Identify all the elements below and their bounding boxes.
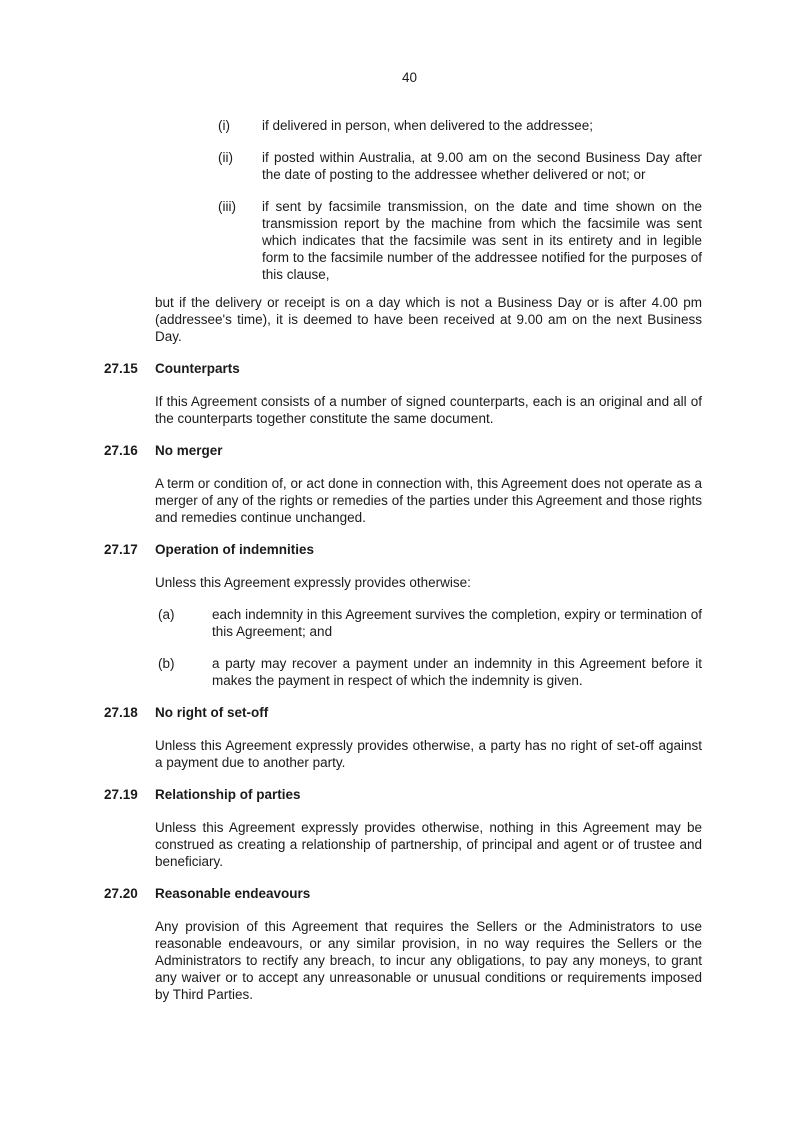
section-number: 27.15 (104, 361, 138, 376)
section-number: 27.19 (104, 787, 138, 802)
section-number: 27.16 (104, 443, 138, 458)
list-item-marker: (i) (218, 118, 230, 133)
notices-trailing-paragraph: but if the delivery or receipt is on a day which is not a Business Day or is after 4.00 pm (addressee's time), it is deemed to have been received at 9.00 am on the next Business Day. (155, 295, 702, 344)
list-item-marker: (iii) (218, 199, 236, 214)
section-heading: Counterparts (155, 361, 240, 376)
section-paragraph: Any provision of this Agreement that requires the Sellers or the Administrators to use reasonable endeavours, or any similar provision, in no way requires the Sellers or the Administrators to rectify any breach, to incur any obligations, to pay any moneys, to grant any waiver or to accept any unreasonable or unusual conditions or requirements imposed by Third Parties. (155, 919, 702, 1002)
clause-section (104, 541, 702, 689)
page-number: 40 (401, 70, 418, 85)
section-paragraph: Unless this Agreement expressly provides otherwise, nothing in this Agreement may be construed as creating a relationship of partnership, of principal and agent or of trustee and beneficiary. (155, 820, 702, 869)
section-body (155, 541, 702, 689)
list-item-text: if posted within Australia, at 9.00 am on the second Business Day after the date of posting to the addressee whether delivered or not; or (262, 150, 702, 182)
list-item (104, 149, 702, 183)
section-number: 27.17 (104, 542, 138, 557)
clause-section (104, 704, 702, 771)
section-paragraph: Unless this Agreement expressly provides otherwise: (155, 575, 471, 590)
sections (104, 360, 702, 1003)
section-paragraph: If this Agreement consists of a number of signed counterparts, each is an original and all of the counterparts together constitute the same document. (155, 394, 702, 426)
clause-section (104, 786, 702, 870)
section-body (155, 704, 702, 771)
section-heading: Reasonable endeavours (155, 886, 311, 901)
sub-list-item-text: each indemnity in this Agreement survives the completion, expiry or termination of this Agreement; and (212, 607, 702, 639)
section-heading: Relationship of parties (155, 787, 301, 802)
section-paragraph: A term or condition of, or act done in connection with, this Agreement does not operate as a merger of any of the rights or remedies of the parties under this Agreement and those rights and remedies continue unchanged. (155, 476, 702, 525)
clause-section (104, 442, 702, 526)
section-body (155, 442, 702, 526)
list-item (104, 198, 702, 283)
section-number: 27.18 (104, 705, 138, 720)
clause-section (104, 885, 702, 1003)
clause-section (104, 360, 702, 427)
section-heading: No merger (155, 443, 223, 458)
section-number: 27.20 (104, 886, 138, 901)
list-item-text: if sent by facsimile transmission, on the date and time shown on the transmission report by the machine from which the facsimile was sent which indicates that the facsimile was sent in its entirety and in legible form to the facsimile number of the addressee notified for the purposes of this clause, (262, 199, 702, 282)
section-paragraph: Unless this Agreement expressly provides otherwise, a party has no right of set-off against a payment due to another party. (155, 738, 702, 770)
sub-list-item-marker: (a) (158, 607, 175, 622)
list-item-text: if delivered in person, when delivered to the addressee; (262, 118, 593, 133)
sub-list-item-marker: (b) (158, 656, 175, 671)
section-heading: Operation of indemnities (155, 542, 315, 557)
list-item-marker: (ii) (218, 150, 233, 165)
sub-list-item (158, 655, 702, 689)
section-body (155, 360, 702, 427)
sub-list-item-text: a party may recover a payment under an indemnity in this Agreement before it makes the payment in respect of which the indemnity is given. (212, 656, 702, 688)
list-item (104, 117, 702, 134)
section-body (155, 885, 702, 1003)
notices-list (104, 117, 702, 283)
section-body (155, 786, 702, 870)
section-heading: No right of set-off (155, 705, 269, 720)
sub-list-item (158, 606, 702, 640)
page-content (104, 117, 702, 1003)
